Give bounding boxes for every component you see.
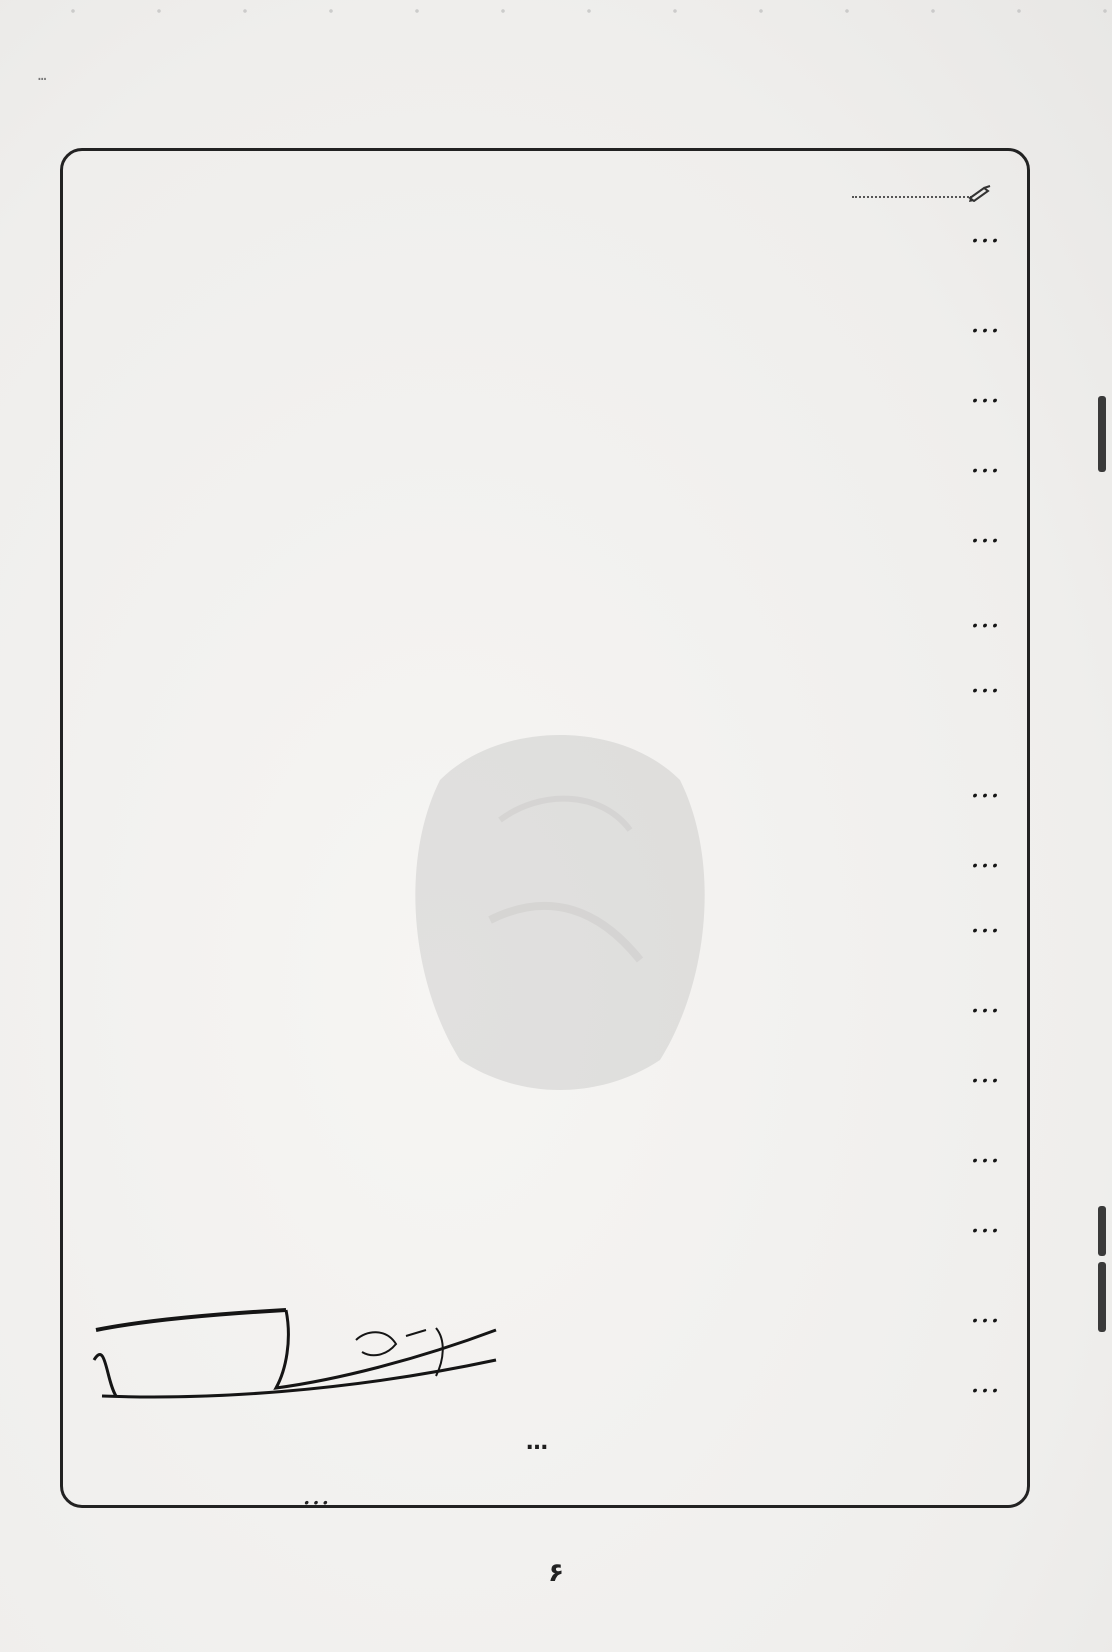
- binding-mark: [1098, 1206, 1106, 1256]
- letter-line: …: [970, 985, 1000, 1020]
- letter-line: …: [970, 1055, 1000, 1090]
- letter-line: …: [970, 600, 1000, 635]
- letter-line: …: [970, 1135, 1000, 1170]
- letter-line: …: [970, 515, 1000, 550]
- letter-line: …: [970, 215, 1000, 250]
- letter-line: …: [970, 840, 1000, 875]
- signature-label: …: [526, 1430, 548, 1455]
- signature: [86, 1300, 516, 1440]
- binding-mark: [1098, 396, 1106, 472]
- letter-line: …: [970, 905, 1000, 940]
- page-number: ۶: [548, 1558, 564, 1588]
- perforation-dots: [0, 4, 1112, 18]
- letter-line: …: [970, 665, 1000, 700]
- letter-line: …: [970, 1295, 1000, 1330]
- faded-stamp: [380, 660, 740, 1120]
- letter-line: …: [970, 1205, 1000, 1240]
- letter-line: …: [970, 305, 1000, 340]
- letter-line: …: [970, 770, 1000, 805]
- dotted-rule: [852, 196, 972, 198]
- letter-line: …: [970, 375, 1000, 410]
- writer-name: …: [302, 1478, 330, 1511]
- letter-line: …: [970, 1365, 1000, 1400]
- pen-icon: [968, 184, 992, 202]
- binding-mark: [1098, 1262, 1106, 1332]
- letter-line: …: [970, 445, 1000, 480]
- corner-mark: …: [38, 68, 46, 84]
